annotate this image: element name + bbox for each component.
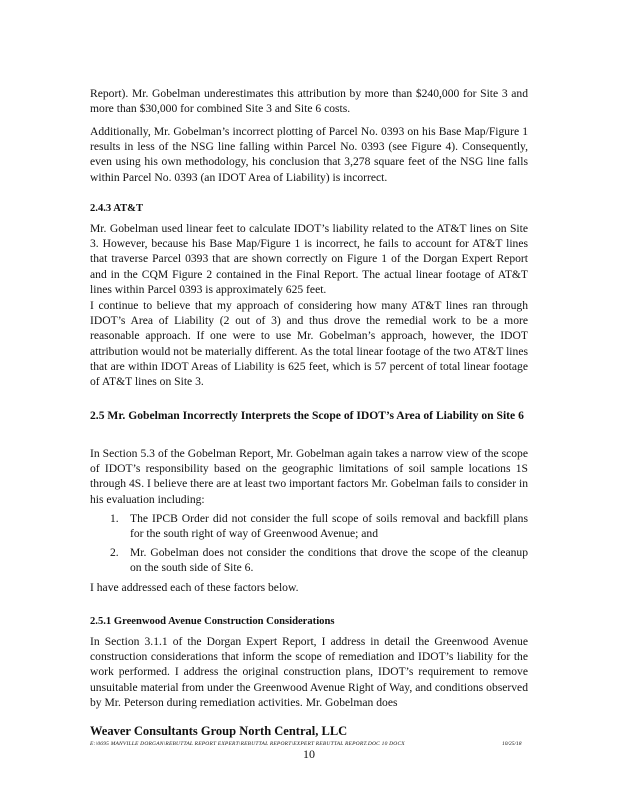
paragraph-addressed: I have addressed each of these factors below. [90,581,299,594]
paragraph-att-approach: I continue to believe that my approach of considering how many AT&T lines ran through IDOT’s Area of Liability (2 out of 3) and thus drove the remedial work to be a more reasonable approach. If one were to use Mr. Gobelman’s approach, however, the IDOT attribution would not be materially different. As the total linear footage of the two AT&T lines that are within IDOT Areas of Liability is 625 feet, which is 57 percent of total linear footage of AT&T lines on Site 3. [90,299,528,389]
paragraph-section-5-3: In Section 5.3 of the Gobelman Report, Mr. Gobelman again takes a narrow view of the scope of IDOT’s responsibility based on the geographic limitations of soil sample locations 1S through 4S. I believe there are at least two important factors Mr. Gobelman fails to consider in his evaluation including: [90,447,528,506]
footer-file-path: E:\0695 MANVILLE DORGAN\REBUTTAL REPORT EXPERT\REBUTTAL REPORT\EXPERT REBUTTAL REPORT.DOC 10 DOCX [90,741,405,747]
page-number: 10 [303,747,315,761]
footer-date: 10/25/18 [502,741,522,747]
list-text: Mr. Gobelman does not consider the conditions that drove the scope of the cleanup on the south side of Site 6. [130,546,528,575]
list-number: 2. [110,546,119,559]
footer-company: Weaver Consultants Group North Central, LLC [90,724,348,738]
list-number: 1. [110,512,119,525]
paragraph-parcel-plotting: Additionally, Mr. Gobelman’s incorrect plotting of Parcel No. 0393 on his Base Map/Figure 1 results in less of the NSG line falling within Parcel No. 0393 (see Figure 4). Consequently, even using his own methodology, his conclusion that 3,278 square feet of the NSG line falls within Parcel No. 0393 (an IDOT Area of Liability) is incorrect. [90,125,528,184]
heading-2-4-3: 2.4.3 AT&T [90,203,144,214]
list-text: The IPCB Order did not consider the full scope of soils removal and backfill plans for the south right of way of Greenwood Avenue; and [130,512,528,541]
list-item [110,511,528,541]
paragraph-section-3-1-1: In Section 3.1.1 of the Dorgan Expert Report, I address in detail the Greenwood Avenue construction considerations that inform the scope of remediation and IDOT’s liability for the work performed. I address the original construction plans, IDOT’s requirement to remove unsuitable material from under the Greenwood Avenue Right of Way, and conditions observed by Mr. Peterson during remediation activities. Mr. Gobelman does [90,635,528,709]
heading-2-5: 2.5 Mr. Gobelman Incorrectly Interprets the Scope of IDOT’s Area of Liability on Site 6 [90,409,524,422]
paragraph-attribution: Report). Mr. Gobelman underestimates this attribution by more than $240,000 for Site 3 and more than $30,000 for combined Site 3 and Site 6 costs. [90,87,528,116]
heading-2-5-1: 2.5.1 Greenwood Avenue Construction Considerations [90,616,335,627]
paragraph-att-linear-feet: Mr. Gobelman used linear feet to calculate IDOT’s liability related to the AT&T lines on Site 3. However, because his Base Map/Figure 1 is incorrect, he fails to account for AT&T lines that traverse Parcel 0393 that are shown correctly on Figure 1 of the Dorgan Expert Report and in the CQM Figure 2 contained in the Final Report. The actual linear footage of AT&T lines within Parcel 0393 is approximately 625 feet. [90,222,528,296]
list-item [110,545,528,575]
